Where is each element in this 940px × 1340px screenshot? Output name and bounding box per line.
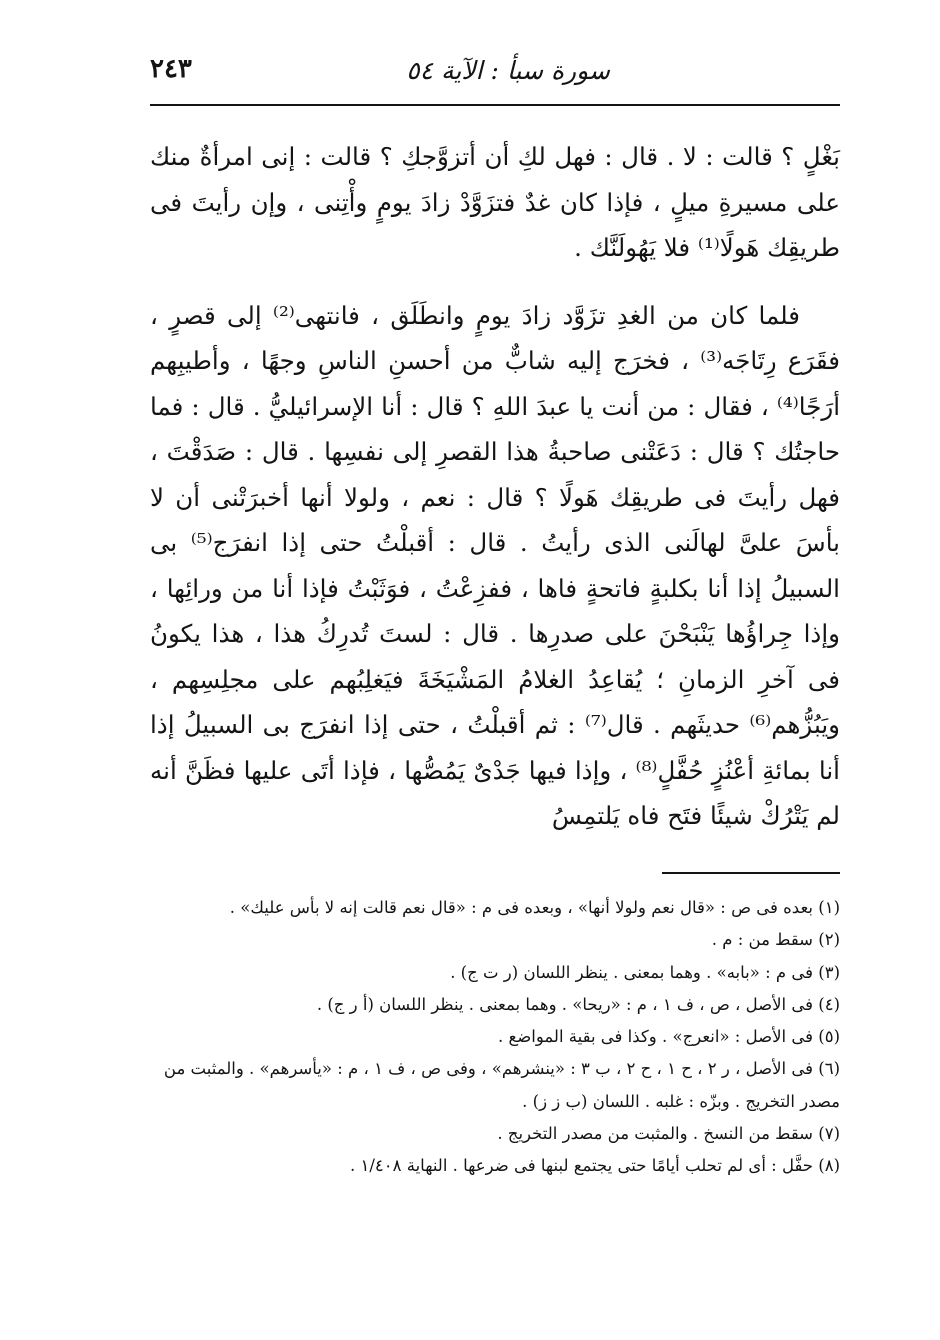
footnote: (٣) فى م : «بابه» . وهما بمعنى . ينظر اللسان (ر ت ج) . [450, 962, 840, 982]
footnote-rule [662, 872, 840, 874]
footnote: (٢) سقط من : م . [711, 930, 840, 950]
page-number: ٢٤٣ [150, 54, 192, 84]
main-text [150, 134, 840, 839]
footnote: (٥) فى الأصل : «انعرج» . وكذا فى بقية المواضع . [498, 1027, 840, 1047]
body-paragraph: بَغْلٍ ؟ قالت : لا . قال : فهل لكِ أن أتزوَّجكِ ؟ قالت : إنى امرأةٌ منك على مسيرةِ ميلٍ ، فإذا كان غدٌ فتزَوَّدْ زادَ يومٍ وأْتِنى ، وإن رأيتَ فى طريقِك هَولًا⁽¹⁾ فلا يَهُولَنَّك . [150, 142, 840, 262]
footnote: (٤) فى الأصل ، ص ، ف ١ ، م : «ريحا» . وهما بمعنى . ينظر اللسان (أ ر ج) . [316, 994, 840, 1014]
footnote: (٧) سقط من النسخ . والمثبت من مصدر التخريج . [497, 1124, 840, 1144]
header-title: سورة سبأ : الآية ٥٤ [406, 56, 610, 85]
footnote: (٦) فى الأصل ، ر ٢ ، ح ١ ، ح ٢ ، ب ٣ : «ينشرهم» ، وفى ص ، ف ١ ، م : «يأسرهم» . والمثبت من مصدر التخريج . وبزّه : غلبه . اللسان (ب ز ز) . [163, 1059, 840, 1111]
footnote: (٨) حفَّل : أى لم تحلب أيامًا حتى يجتمع لبنها فى ضرعها . النهاية ١/٤٠٨ . [349, 1156, 840, 1176]
running-header [150, 50, 840, 100]
header-rule [150, 104, 840, 106]
footnote: (١) بعده فى ص : «قال نعم ولولا أنها» ، وبعده فى م : «قال نعم قالت إنه لا بأس عليك» . [229, 898, 840, 917]
body-paragraph: فلما كان من الغدِ تزَوَّد زادَ يومٍ وانطَلَق ، فانتهى⁽²⁾ إلى قصرٍ ، فقَرَع رِتَاجَه⁽³⁾ ، فخرَج إليه شابٌّ من أحسنِ الناسِ وجهًا ، وأطيبِهم أرَجًا⁽⁴⁾ ، فقال : من أنت يا عبدَ اللهِ ؟ قال : أنا الإسرائيليُّ . قال : فما حاجتُك ؟ قال : دَعَتْنى صاحبةُ هذا القصرِ إلى نفسِها . قال : صَدَقْتَ ، فهل رأيتَ فى طريقِك هَولًا ؟ قال : نعم ، ولولا أنها أخبرَتْنى أن لا بأسَ علىَّ لهالَنى الذى رأيتُ . قال : أقبلْتُ حتى إذا انفرَج⁽⁵⁾ بى السبيلُ إذا أنا بكلبةٍ فاتحةٍ فاها ، ففزِعْتُ ، فوَثَبْتُ فإذا أنا من ورائِها ، وإذا جِراؤُها يَنْبَحْنَ على صدرِها . قال : لستَ تُدرِكُ هذا ، هذا يكونُ فى آخرِ الزمانِ ؛ يُقاعِدُ الغلامُ المَشْيَخَةَ فيَغلِبُهم على مجلِسِهم ، ويَبُزُّهم⁽⁶⁾ حديثَهم . قال⁽⁷⁾ : ثم أقبلْتُ ، حتى إذا انفرَج بى السبيلُ إذا أنا بمائةِ أعْنُزٍ حُفَّلٍ⁽⁸⁾ ، وإذا فيها جَدْىٌ يَمُصُّها ، فإذا أتَى عليها فظَنَّ أنه لم يَتْرُكْ شيئًا فتَح فاه يَلتمِسُ [150, 300, 841, 830]
footnotes [150, 892, 840, 1183]
